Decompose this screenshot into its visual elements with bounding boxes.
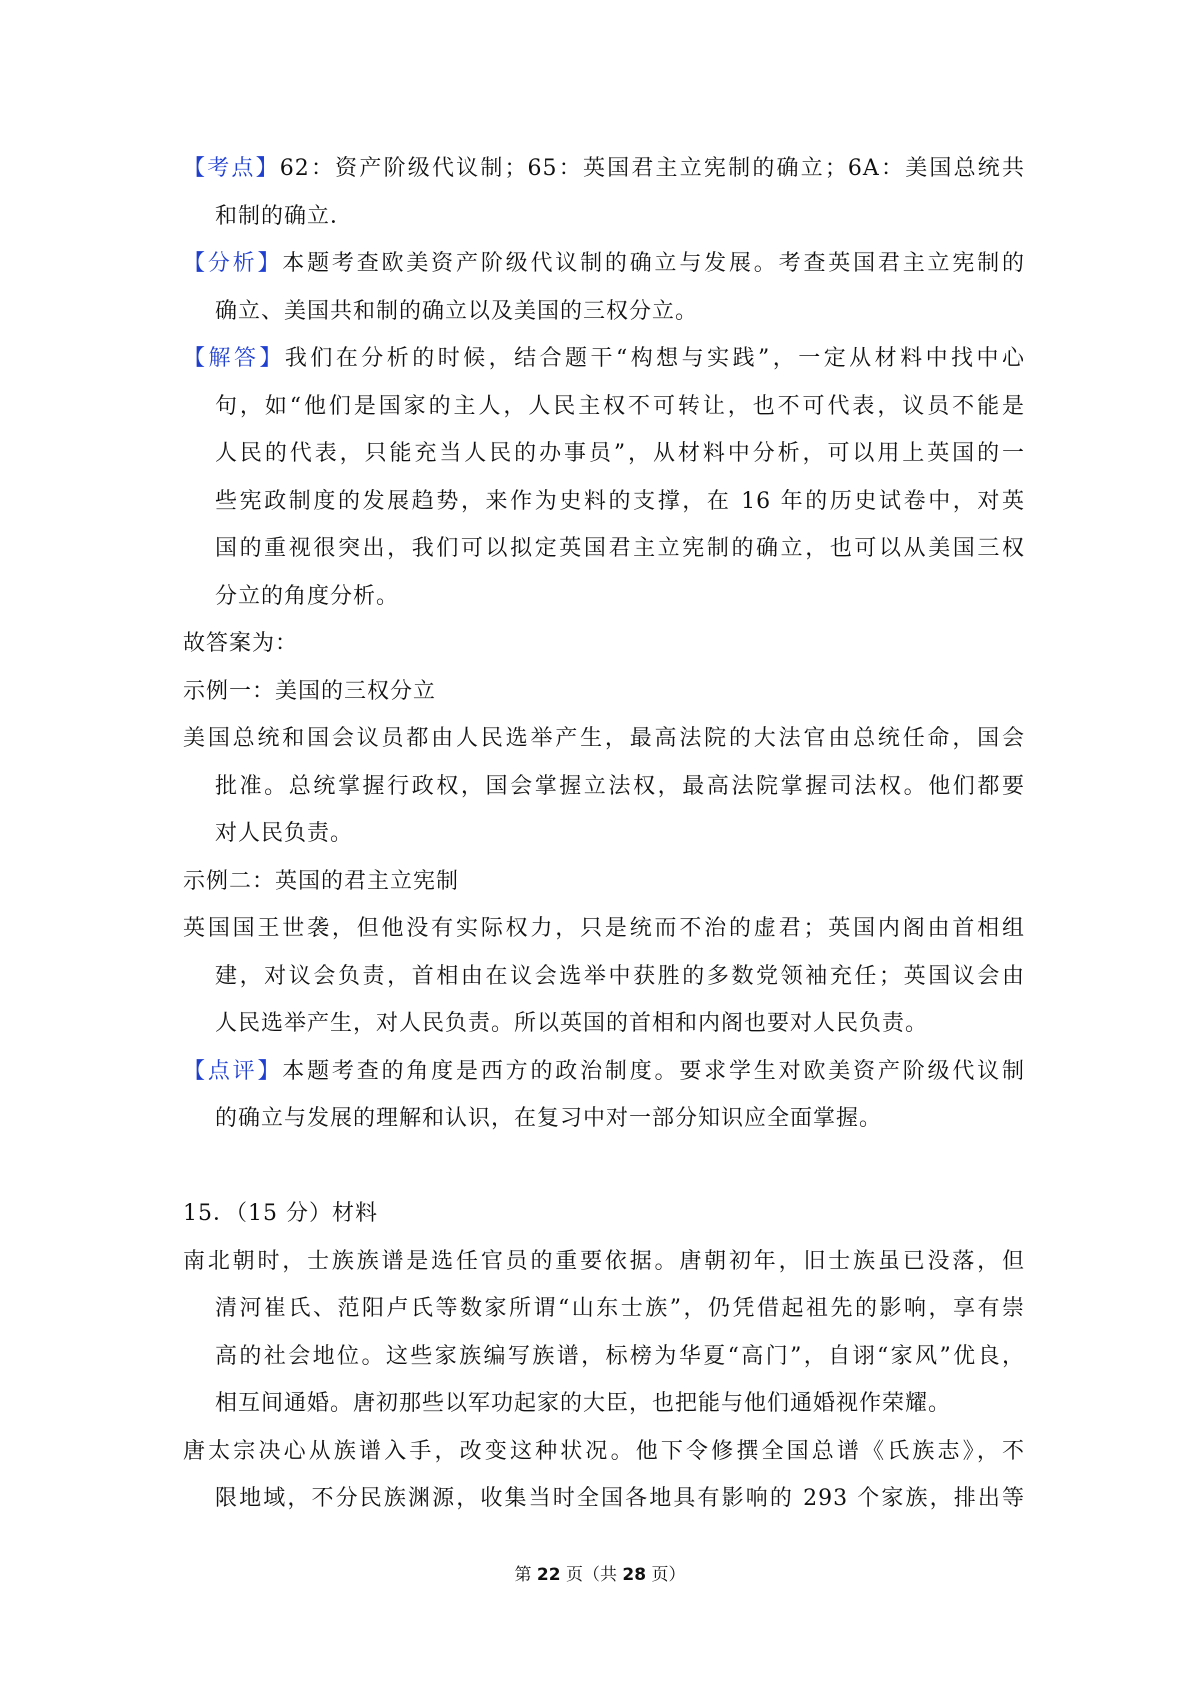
paragraph xyxy=(183,240,1025,335)
footer-prefix: 第 xyxy=(514,1565,537,1585)
paragraph xyxy=(183,1048,1025,1143)
line-text: 我们在分析的时候，结合题干“构想与实践”，一定从材料中找中心 xyxy=(284,346,1025,371)
paragraph xyxy=(183,715,1025,858)
text-line xyxy=(183,478,1025,526)
section-label: 【解答】 xyxy=(183,346,285,371)
line-text: 本题考查欧美资产阶级代议制的确立与发展。考查英国君主立宪制的 xyxy=(282,251,1025,276)
text-line xyxy=(183,668,1025,716)
line-text: 对人民负责。 xyxy=(215,821,354,846)
paragraph xyxy=(183,1428,1025,1523)
line-text: 本题考查的角度是西方的政治制度。要求学生对欧美资产阶级代议制 xyxy=(282,1058,1025,1084)
text-line xyxy=(183,953,1025,1001)
line-text: 批准。总统掌握行政权，国会掌握立法权，最高法院掌握司法权。他们都要 xyxy=(215,773,1025,799)
text-line xyxy=(183,810,1025,858)
line-text: 和制的确立． xyxy=(215,203,354,229)
text-line xyxy=(183,1285,1025,1333)
section-label: 【考点】 xyxy=(183,156,280,181)
line-text: 高的社会地位。这些家族编写族谱，标榜为华夏“高门”，自诩“家风”优良， xyxy=(215,1343,1025,1369)
paragraph xyxy=(183,1190,1025,1238)
line-text: 唐太宗决心从族谱入手，改变这种状况。他下令修撰全国总谱《氏族志》，不 xyxy=(183,1438,1025,1464)
text-line xyxy=(183,288,1025,336)
page-number: 22 xyxy=(536,1565,561,1585)
line-text: 故答案为： xyxy=(183,631,299,656)
line-text: 的确立与发展的理解和认识，在复习中对一部分知识应全面掌握。 xyxy=(215,1106,883,1131)
line-text: 国的重视很突出，我们可以拟定英国君主立宪制的确立，也可以从美国三权 xyxy=(215,536,1025,561)
line-text: 示例一：美国的三权分立 xyxy=(183,678,437,704)
paragraph xyxy=(183,1238,1025,1428)
text-line xyxy=(183,1000,1025,1048)
blank-line xyxy=(183,1143,1025,1191)
section-label: 【分析】 xyxy=(183,251,283,276)
line-text: 确立、美国共和制的确立以及美国的三权分立。 xyxy=(215,298,699,324)
text-line xyxy=(183,335,1025,383)
paragraph xyxy=(183,620,1025,668)
text-line xyxy=(183,430,1025,478)
paragraph xyxy=(183,905,1025,1048)
line-text: 人民的代表，只能充当人民的办事员”，从材料中分析，可以用上英国的一 xyxy=(215,441,1025,466)
text-line xyxy=(183,1428,1025,1476)
paragraph xyxy=(183,145,1025,240)
line-text: 示例二：英国的君主立宪制 xyxy=(183,868,460,894)
footer-suffix: 页） xyxy=(646,1565,686,1585)
text-line xyxy=(183,1475,1025,1523)
text-line xyxy=(183,525,1025,573)
text-line xyxy=(183,145,1025,193)
line-text: 句，如“他们是国家的主人，人民主权不可转让，也不可代表，议员不能是 xyxy=(215,393,1025,419)
text-line xyxy=(183,1048,1025,1096)
line-text: 相互间通婚。唐初那些以军功起家的大臣，也把能与他们通婚视作荣耀。 xyxy=(215,1391,952,1416)
text-line xyxy=(183,620,1025,668)
text-line xyxy=(183,1190,1025,1238)
text-line xyxy=(183,858,1025,906)
document-body xyxy=(183,145,1025,1523)
line-text: 些宪政制度的发展趋势，来作为史料的支撑，在 16 年的历史试卷中，对英 xyxy=(215,488,1025,514)
line-text: 建，对议会负责，首相由在议会选举中获胜的多数党领袖充任；英国议会由 xyxy=(215,963,1025,989)
section-label: 【点评】 xyxy=(183,1058,283,1084)
text-line xyxy=(183,763,1025,811)
text-line xyxy=(183,193,1025,241)
line-text: 清河崔氏、范阳卢氏等数家所谓“山东士族”，仍凭借起祖先的影响，享有崇 xyxy=(215,1296,1025,1321)
text-line xyxy=(183,1380,1025,1428)
line-text: 南北朝时，士族族谱是选任官员的重要依据。唐朝初年，旧士族虽已没落，但 xyxy=(183,1248,1025,1274)
text-line xyxy=(183,1333,1025,1381)
paragraph xyxy=(183,335,1025,620)
line-text: 人民选举产生，对人民负责。所以英国的首相和内阁也要对人民负责。 xyxy=(215,1011,929,1036)
paragraph xyxy=(183,668,1025,716)
line-text: 分立的角度分析。 xyxy=(215,583,400,609)
footer-middle: 页（共 xyxy=(560,1565,623,1585)
text-line xyxy=(183,383,1025,431)
text-line xyxy=(183,573,1025,621)
line-text: 美国总统和国会议员都由人民选举产生，最高法院的大法官由总统任命，国会 xyxy=(183,726,1025,751)
paragraph xyxy=(183,858,1025,906)
total-pages: 28 xyxy=(622,1565,647,1585)
line-text: 62：资产阶级代议制；65：英国君主立宪制的确立；6A：美国总统共 xyxy=(279,156,1025,181)
text-line xyxy=(183,715,1025,763)
text-line xyxy=(183,905,1025,953)
text-line xyxy=(183,1238,1025,1286)
text-line xyxy=(183,240,1025,288)
text-line xyxy=(183,1095,1025,1143)
page-footer xyxy=(0,1560,1200,1585)
line-text: 15．（15 分）材料 xyxy=(183,1201,378,1226)
line-text: 英国国王世袭，但他没有实际权力，只是统而不治的虚君；英国内阁由首相组 xyxy=(183,916,1025,941)
line-text: 限地域，不分民族渊源，收集当时全国各地具有影响的 293 个家族，排出等 xyxy=(215,1486,1025,1511)
